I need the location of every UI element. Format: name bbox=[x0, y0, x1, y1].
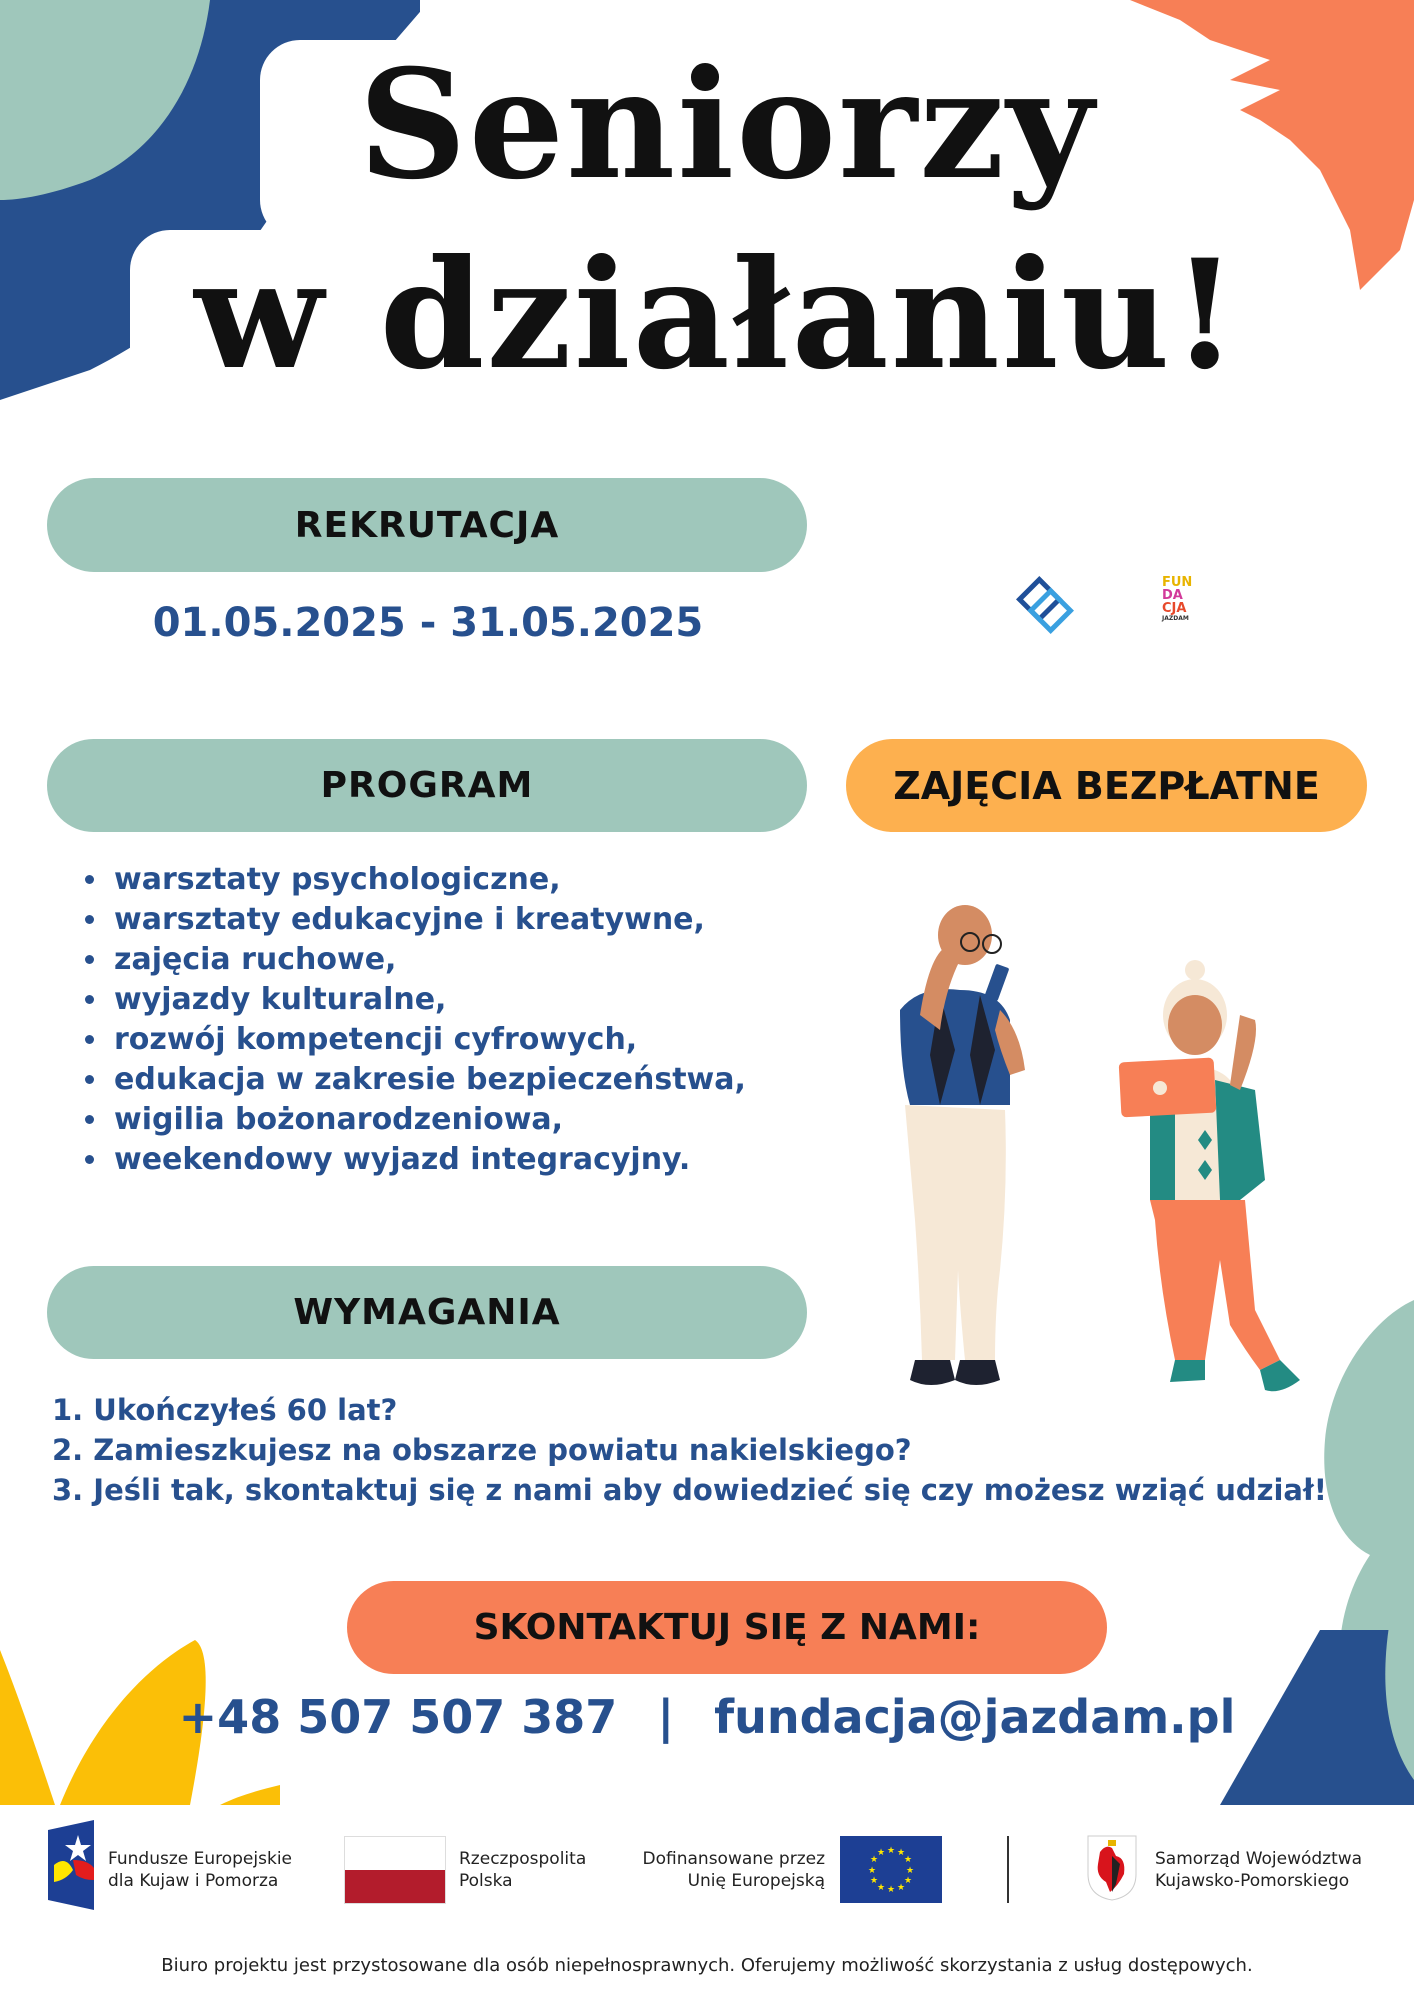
logo-text-line: Dofinansowane przez bbox=[642, 1849, 825, 1869]
requirement-item: 1. Ukończyłeś 60 lat? bbox=[52, 1393, 398, 1427]
accessibility-disclaimer: Biuro projektu jest przystosowane dla osób niepełnosprawnych. Oferujemy możliwość skorzystania z usług dostępowych. bbox=[161, 1955, 1253, 1976]
contact-phone[interactable]: +48 507 507 387 bbox=[178, 1690, 618, 1744]
svg-text:★: ★ bbox=[867, 1866, 877, 1876]
svg-text:★: ★ bbox=[876, 1883, 886, 1893]
eu-cofinancing-text bbox=[620, 1848, 825, 1892]
program-item: • wyjazdy kulturalne, bbox=[110, 980, 746, 1020]
senior-woman-figure bbox=[1119, 960, 1300, 1391]
fundacja-logo-line3: CJA bbox=[1162, 601, 1187, 616]
recruitment-heading bbox=[47, 478, 807, 572]
fundacja-logo-sub: JAZDAM bbox=[1162, 615, 1189, 622]
contact-details bbox=[0, 1690, 1414, 1744]
program-item: • zajęcia ruchowe, bbox=[110, 940, 746, 980]
program-heading bbox=[47, 739, 807, 832]
recruitment-heading-label: REKRUTACJA bbox=[294, 504, 560, 546]
footer-divider bbox=[1007, 1836, 1009, 1903]
polish-flag-icon bbox=[344, 1836, 446, 1904]
program-item: • warsztaty edukacyjne i kreatywne, bbox=[110, 900, 746, 940]
program-list bbox=[70, 860, 746, 1180]
svg-text:★: ★ bbox=[876, 1848, 886, 1858]
partnership-logo-icon bbox=[1005, 575, 1085, 635]
svg-text:★: ★ bbox=[905, 1866, 915, 1876]
logo-text-line: Rzeczpospolita bbox=[459, 1849, 587, 1869]
program-item: • rozwój kompetencji cyfrowych, bbox=[110, 1020, 746, 1060]
fundacja-logo-line1: FUN bbox=[1162, 575, 1193, 590]
fundusze-europejskie-logo-icon bbox=[48, 1820, 94, 1910]
svg-text:★: ★ bbox=[886, 1846, 896, 1856]
fundusze-europejskie-text bbox=[108, 1848, 292, 1892]
program-item: • weekendowy wyjazd integracyjny. bbox=[110, 1140, 746, 1180]
svg-text:★: ★ bbox=[886, 1885, 896, 1895]
program-item: • wigilia bożonarodzeniowa, bbox=[110, 1100, 746, 1140]
requirement-item: 3. Jeśli tak, skontaktuj się z nami aby dowiedzieć się czy możesz wziąć udział! bbox=[52, 1473, 1327, 1507]
svg-text:★: ★ bbox=[896, 1883, 906, 1893]
requirement-item: 2. Zamieszkujesz na obszarze powiatu nakielskiego? bbox=[52, 1433, 912, 1467]
contact-email[interactable]: fundacja@jazdam.pl bbox=[714, 1690, 1236, 1744]
svg-text:★: ★ bbox=[869, 1876, 879, 1886]
svg-text:★: ★ bbox=[903, 1855, 913, 1865]
contact-heading-label: SKONTAKTUJ SIĘ Z NAMI: bbox=[473, 1607, 981, 1648]
page-title-line1: Seniorzy bbox=[358, 37, 1096, 213]
svg-text:★: ★ bbox=[869, 1855, 879, 1865]
eu-flag-icon bbox=[840, 1836, 942, 1903]
rzeczpospolita-text bbox=[459, 1848, 586, 1892]
contact-separator: | bbox=[657, 1690, 675, 1744]
logo-text-line: Fundusze Europejskie bbox=[108, 1849, 292, 1869]
logo-text-line: Samorząd Województwa bbox=[1155, 1849, 1363, 1869]
kujawsko-pomorskie-crest-icon bbox=[1086, 1834, 1138, 1902]
free-classes-label: ZAJĘCIA BEZPŁATNE bbox=[893, 763, 1320, 808]
page-title-line2: w działaniu! bbox=[194, 227, 1240, 403]
recruitment-dates: 01.05.2025 - 31.05.2025 bbox=[152, 600, 704, 646]
free-classes-badge bbox=[846, 739, 1367, 832]
program-item: • edukacja w zakresie bezpieczeństwa, bbox=[110, 1060, 746, 1100]
fundacja-logo-line2: DA bbox=[1162, 588, 1183, 603]
samorzad-wojewodztwa-text bbox=[1155, 1848, 1362, 1892]
requirements-heading bbox=[47, 1266, 807, 1359]
requirements-heading-label: WYMAGANIA bbox=[293, 1292, 561, 1333]
contact-heading bbox=[347, 1581, 1107, 1674]
program-heading-label: PROGRAM bbox=[320, 765, 534, 806]
program-item: • warsztaty psychologiczne, bbox=[110, 860, 746, 900]
logo-text-line: Kujawsko-Pomorskiego bbox=[1155, 1871, 1350, 1891]
seniors-illustration bbox=[860, 890, 1340, 1460]
fundacja-jazdam-logo bbox=[1162, 576, 1212, 623]
logo-text-line: Unię Europejską bbox=[687, 1871, 825, 1891]
logo-text-line: dla Kujaw i Pomorza bbox=[108, 1871, 279, 1891]
requirements-list bbox=[52, 1390, 1327, 1510]
svg-text:★: ★ bbox=[896, 1848, 906, 1858]
senior-man-figure bbox=[900, 905, 1025, 1385]
logo-text-line: Polska bbox=[459, 1871, 513, 1891]
svg-text:★: ★ bbox=[903, 1876, 913, 1886]
footer-logo-bar bbox=[0, 1820, 1414, 1930]
